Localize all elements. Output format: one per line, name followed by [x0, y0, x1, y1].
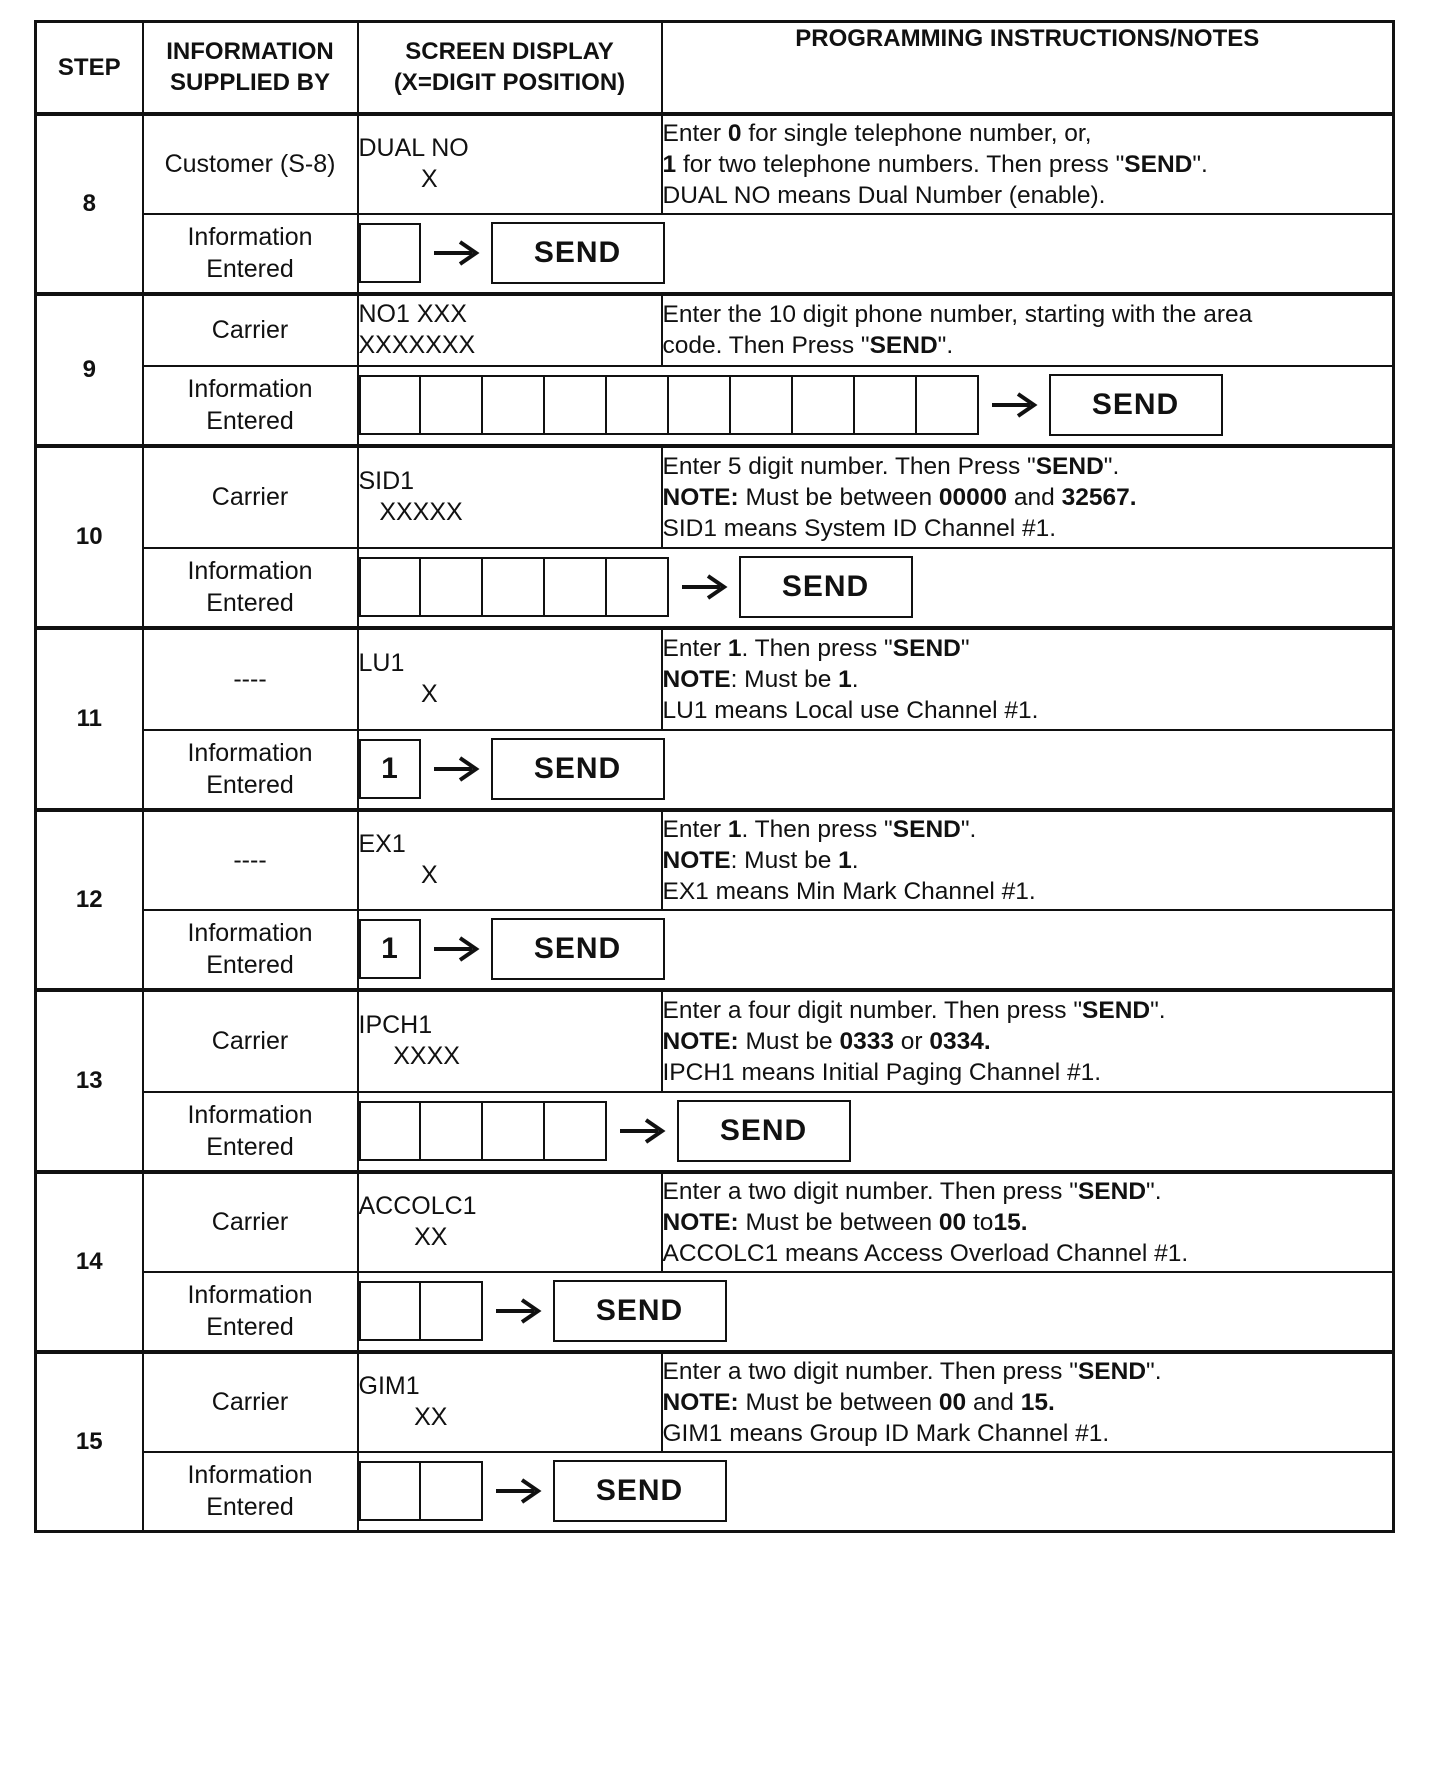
note-segment: : Must be	[730, 665, 839, 693]
display-digit-positions: X	[358, 165, 438, 193]
step-instruction-row	[36, 1172, 1394, 1272]
digit-box	[359, 1461, 421, 1521]
step-entry-row	[36, 1452, 1394, 1532]
note-segment: . Then press "	[741, 815, 893, 843]
note-segment: 00000	[938, 483, 1008, 511]
information-entered-label: Information Entered	[143, 910, 358, 990]
step-number: 10	[36, 446, 143, 628]
note-segment: for two telephone numbers. Then press "	[676, 150, 1125, 178]
supplied-by: ----	[143, 810, 358, 910]
digit-box-group	[359, 1281, 483, 1341]
digit-box	[359, 375, 421, 435]
note-segment: SEND	[1077, 1357, 1147, 1385]
note-segment: to	[966, 1208, 994, 1236]
display-label: GIM1	[358, 1372, 420, 1400]
send-key: SEND	[491, 222, 665, 284]
digit-box	[421, 1101, 483, 1161]
note-segment: NOTE:	[662, 483, 739, 511]
display-digit-positions: XXXX	[358, 1042, 460, 1070]
display-label: IPCH1	[358, 1011, 433, 1039]
digit-box	[421, 1281, 483, 1341]
note-segment: IPCH1 means Initial Paging Channel #1.	[662, 1058, 1102, 1086]
entry-sequence	[359, 917, 1393, 981]
digit-box	[359, 557, 421, 617]
arrow-right-icon	[607, 1111, 677, 1151]
header-programming-notes: PROGRAMMING INSTRUCTIONS/NOTES	[662, 22, 1394, 114]
entry-area	[358, 910, 1394, 990]
digit-box	[669, 375, 731, 435]
note-segment: Enter	[662, 119, 728, 147]
digit-box	[793, 375, 855, 435]
note-segment: 32567.	[1061, 483, 1137, 511]
screen-display	[358, 810, 662, 910]
digit-box: 1	[359, 919, 421, 979]
note-segment: Enter a four digit number. Then press "	[662, 996, 1083, 1024]
arrow-right-icon	[483, 1291, 553, 1331]
step-number: 13	[36, 990, 143, 1172]
digit-box	[483, 375, 545, 435]
step-group-9	[36, 294, 1394, 446]
note-segment: Enter	[662, 634, 728, 662]
programming-note	[662, 114, 1394, 214]
note-segment: ".	[1150, 996, 1166, 1024]
digit-box	[421, 557, 483, 617]
screen-display	[358, 294, 662, 366]
note-segment: .	[851, 846, 859, 874]
supplied-by: Carrier	[143, 990, 358, 1092]
arrow-right-icon	[669, 567, 739, 607]
information-entered-label: Information Entered	[143, 730, 358, 810]
note-segment: SEND	[1082, 996, 1151, 1024]
digit-box-group	[359, 739, 421, 799]
arrow-right-icon	[979, 385, 1049, 425]
display-label: NO1 XXX	[358, 300, 467, 328]
display-label: ACCOLC1	[358, 1192, 477, 1220]
note-segment: Must be	[738, 1027, 840, 1055]
note-segment: 15.	[1020, 1388, 1055, 1416]
entry-sequence	[359, 555, 1393, 619]
note-segment: Must be between	[738, 483, 939, 511]
note-segment: ".	[1146, 1177, 1162, 1205]
note-segment: Must be between	[738, 1208, 939, 1236]
supplied-by: Customer (S-8)	[143, 114, 358, 214]
step-group-14	[36, 1172, 1394, 1352]
step-instruction-row	[36, 114, 1394, 214]
programming-note	[662, 810, 1394, 910]
note-segment: SID1 means System ID Channel #1.	[662, 514, 1057, 542]
programming-table	[34, 20, 1395, 1533]
digit-box-group	[359, 375, 979, 435]
note-segment: ".	[960, 815, 977, 843]
step-instruction-row	[36, 1352, 1394, 1452]
note-segment: Enter a two digit number. Then press "	[662, 1177, 1078, 1205]
step-entry-row	[36, 1272, 1394, 1352]
note-segment: Must be between	[738, 1388, 939, 1416]
note-segment: Enter	[662, 815, 728, 843]
entry-area	[358, 214, 1394, 294]
entry-sequence	[359, 373, 1393, 437]
information-entered-label: Information Entered	[143, 548, 358, 628]
display-digit-positions: XX	[358, 1403, 448, 1431]
note-segment: code. Then Press "	[662, 332, 870, 359]
step-entry-row	[36, 548, 1394, 628]
display-label: EX1	[358, 830, 406, 858]
digit-box-group	[359, 557, 669, 617]
note-segment: . Then press "	[741, 634, 893, 662]
digit-box: 1	[359, 739, 421, 799]
screen-display	[358, 628, 662, 730]
note-segment: : Must be	[730, 846, 839, 874]
note-segment: 15.	[993, 1208, 1028, 1236]
note-segment: NOTE:	[662, 1388, 739, 1416]
send-key: SEND	[1049, 374, 1223, 436]
digit-box	[359, 1281, 421, 1341]
note-segment: 1	[838, 665, 852, 693]
entry-area	[358, 366, 1394, 446]
note-segment: NOTE	[662, 846, 731, 874]
send-key: SEND	[553, 1280, 727, 1342]
note-segment: LU1 means Local use Channel #1.	[662, 696, 1039, 724]
screen-display	[358, 446, 662, 548]
note-segment: or	[894, 1027, 930, 1055]
screen-display	[358, 114, 662, 214]
note-segment: ACCOLC1 means Access Overload Channel #1.	[662, 1239, 1189, 1267]
step-instruction-row	[36, 294, 1394, 366]
step-number: 12	[36, 810, 143, 990]
display-digit-positions: XXXXX	[358, 498, 463, 526]
display-label: DUAL NO	[358, 134, 469, 162]
note-segment: and	[1007, 483, 1062, 511]
note-segment: 1	[727, 815, 742, 843]
note-segment: for single telephone number, or,	[741, 119, 1092, 147]
screen-display	[358, 990, 662, 1092]
entry-sequence	[359, 1459, 1393, 1523]
display-label: LU1	[358, 649, 405, 677]
note-segment: EX1 means Min Mark Channel #1.	[662, 877, 1036, 905]
send-key: SEND	[491, 738, 665, 800]
note-segment: ".	[1103, 452, 1120, 480]
note-segment: DUAL NO means Dual Number (enable).	[662, 181, 1106, 209]
step-group-11	[36, 628, 1394, 810]
entry-area	[358, 548, 1394, 628]
note-segment: 0334.	[929, 1027, 991, 1055]
digit-box-group	[359, 1101, 607, 1161]
note-segment: 1	[662, 150, 677, 178]
note-segment: SEND	[892, 815, 961, 843]
note-segment: 0333	[839, 1027, 894, 1055]
note-segment: SEND	[1035, 452, 1104, 480]
entry-area	[358, 1272, 1394, 1352]
digit-box	[917, 375, 979, 435]
send-key: SEND	[739, 556, 913, 618]
entry-sequence	[359, 1099, 1393, 1163]
supplied-by: Carrier	[143, 1352, 358, 1452]
digit-box	[607, 557, 669, 617]
step-entry-row	[36, 730, 1394, 810]
step-group-13	[36, 990, 1394, 1172]
step-entry-row	[36, 1092, 1394, 1172]
note-segment: NOTE:	[662, 1027, 739, 1055]
step-group-15	[36, 1352, 1394, 1532]
digit-box	[359, 1101, 421, 1161]
display-digit-positions: XX	[358, 1223, 448, 1251]
programming-note	[662, 1352, 1394, 1452]
header-step: STEP	[36, 22, 143, 114]
information-entered-label: Information Entered	[143, 1272, 358, 1352]
step-group-8	[36, 114, 1394, 294]
step-instruction-row	[36, 628, 1394, 730]
display-label: SID1	[358, 467, 415, 495]
digit-box	[545, 1101, 607, 1161]
step-number: 9	[36, 294, 143, 446]
screen-display	[358, 1352, 662, 1452]
programming-note	[662, 294, 1394, 366]
note-segment: Enter a two digit number. Then press "	[662, 1357, 1078, 1385]
arrow-right-icon	[421, 929, 491, 969]
step-instruction-row	[36, 446, 1394, 548]
note-segment: 0	[727, 119, 742, 147]
entry-sequence	[359, 1279, 1393, 1343]
note-segment: SEND	[869, 332, 938, 359]
header-screen-display: SCREEN DISPLAY (X=DIGIT POSITION)	[358, 22, 662, 114]
step-number: 14	[36, 1172, 143, 1352]
arrow-right-icon	[421, 749, 491, 789]
send-key: SEND	[553, 1460, 727, 1522]
digit-box	[421, 1461, 483, 1521]
digit-box	[545, 375, 607, 435]
supplied-by: ----	[143, 628, 358, 730]
send-key: SEND	[491, 918, 665, 980]
step-entry-row	[36, 214, 1394, 294]
display-digit-positions: XXXXXXX	[358, 331, 476, 359]
step-number: 11	[36, 628, 143, 810]
entry-area	[358, 730, 1394, 810]
step-instruction-row	[36, 990, 1394, 1092]
table-header	[36, 22, 1394, 114]
note-segment: .	[851, 665, 859, 693]
step-instruction-row	[36, 810, 1394, 910]
step-entry-row	[36, 366, 1394, 446]
digit-box	[359, 223, 421, 283]
entry-area	[358, 1452, 1394, 1532]
arrow-right-icon	[421, 233, 491, 273]
note-segment: 1	[727, 634, 742, 662]
digit-box	[545, 557, 607, 617]
digit-box	[855, 375, 917, 435]
information-entered-label: Information Entered	[143, 1092, 358, 1172]
programming-note	[662, 1172, 1394, 1272]
note-segment: 00	[938, 1388, 967, 1416]
programming-note	[662, 990, 1394, 1092]
information-entered-label: Information Entered	[143, 366, 358, 446]
note-segment: SEND	[892, 634, 961, 662]
note-segment: NOTE:	[662, 1208, 739, 1236]
digit-box	[483, 557, 545, 617]
supplied-by: Carrier	[143, 446, 358, 548]
note-segment: 1	[838, 846, 852, 874]
step-group-12	[36, 810, 1394, 990]
note-segment: SEND	[1124, 150, 1193, 178]
note-segment: SEND	[1077, 1177, 1147, 1205]
information-entered-label: Information Entered	[143, 214, 358, 294]
note-segment: Enter 5 digit number. Then Press "	[662, 452, 1036, 480]
step-group-10	[36, 446, 1394, 628]
note-segment: and	[966, 1388, 1021, 1416]
digit-box	[731, 375, 793, 435]
screen-display	[358, 1172, 662, 1272]
entry-area	[358, 1092, 1394, 1172]
digit-box-group	[359, 1461, 483, 1521]
send-key: SEND	[677, 1100, 851, 1162]
note-segment: ".	[1192, 150, 1208, 178]
supplied-by: Carrier	[143, 294, 358, 366]
digit-box	[607, 375, 669, 435]
header-info-supplied-by: INFORMATION SUPPLIED BY	[143, 22, 358, 114]
note-segment: GIM1 means Group ID Mark Channel #1.	[662, 1419, 1110, 1447]
step-number: 8	[36, 114, 143, 294]
digit-box	[421, 375, 483, 435]
step-number: 15	[36, 1352, 143, 1532]
digit-box-group	[359, 919, 421, 979]
display-digit-positions: X	[358, 861, 438, 889]
entry-sequence	[359, 737, 1393, 801]
digit-box-group	[359, 223, 421, 283]
note-segment: 00	[938, 1208, 967, 1236]
information-entered-label: Information Entered	[143, 1452, 358, 1532]
note-segment: ".	[937, 332, 954, 359]
programming-note	[662, 628, 1394, 730]
note-segment: "	[960, 634, 970, 662]
note-segment: Enter the 10 digit phone number, starting with the area	[662, 301, 1253, 328]
note-segment: NOTE	[662, 665, 731, 693]
note-segment: ".	[1146, 1357, 1162, 1385]
supplied-by: Carrier	[143, 1172, 358, 1272]
display-digit-positions: X	[358, 680, 438, 708]
step-entry-row	[36, 910, 1394, 990]
digit-box	[483, 1101, 545, 1161]
entry-sequence	[359, 221, 1393, 285]
arrow-right-icon	[483, 1471, 553, 1511]
programming-note	[662, 446, 1394, 548]
